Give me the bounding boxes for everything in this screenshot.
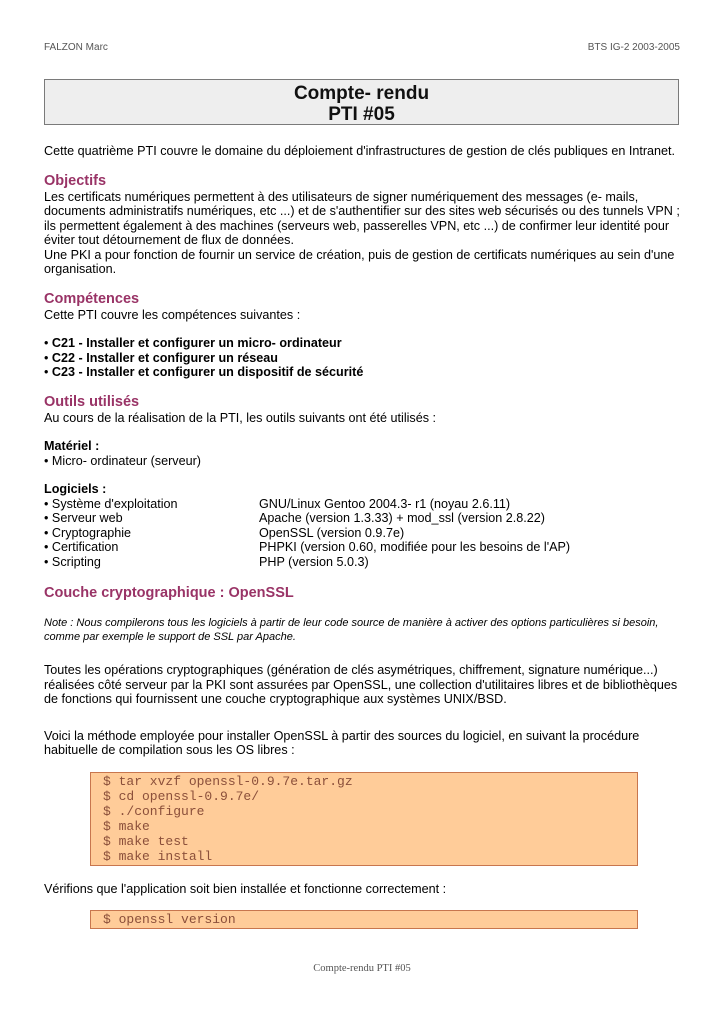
tool-value: GNU/Linux Gentoo 2004.3- r1 (noyau 2.6.11) (259, 496, 511, 511)
logiciels-list (44, 497, 682, 570)
table-row (44, 497, 682, 512)
bullet: • (44, 365, 49, 379)
list-item (44, 454, 682, 469)
title-line-2: PTI #05 (328, 104, 395, 125)
outils-intro: Au cours de la réalisation de la PTI, les outils suivants ont été utilisés : (44, 410, 437, 425)
list-item-text: Micro- ordinateur (serveur) (51, 453, 201, 468)
code-line: $ ./configure (103, 803, 205, 819)
bullet: • (44, 336, 49, 350)
competences-list (44, 336, 682, 380)
list-item-text: C23 - Installer et configurer un dispositif de sécurité (51, 365, 364, 379)
tool-name: Système d'exploitation (51, 496, 178, 511)
openssl-paragraph-2: Voici la méthode employée pour installer OpenSSL à partir des sources du logiciel, en suivant la procédure habituelle de compilation sous les OS libres : (44, 728, 640, 757)
tool-value: PHPKI (version 0.60, modifiée pour les besoins de l'AP) (259, 540, 571, 554)
bullet: • (44, 540, 49, 554)
materiel-label: Matériel : (44, 439, 100, 453)
bullet: • (44, 453, 49, 468)
bullet: • (44, 496, 49, 511)
page-footer: Compte-rendu PTI #05 (313, 963, 411, 974)
code-line: $ make install (103, 848, 213, 864)
bullet: • (44, 554, 49, 569)
table-row (44, 526, 682, 541)
code-line: $ make test (103, 833, 189, 849)
title-line-1: Compte- rendu (293, 83, 430, 104)
competences-heading: Compétences (44, 290, 140, 307)
tool-name: Scripting (51, 554, 101, 569)
code-block-version (90, 910, 638, 929)
bullet: • (44, 350, 49, 365)
tool-name: Certification (51, 540, 119, 554)
tool-value: PHP (version 5.0.3) (259, 554, 369, 569)
objectifs-paragraph-1: Les certificats numériques permettent à des utilisateurs de signer numériquement des messages (e- mails, documents administratifs numériques, etc ...) et de s'authentifier sur des sites web sécurisés ou des tunnels VPN ; ils permettent également à des machines (serveurs web, passerelles VPN, etc ...) de confirmer leur identité pour éviter tout détournement de flux de données. (44, 189, 680, 247)
code-line: $ cd openssl-0.9.7e/ (103, 788, 260, 804)
competences-intro: Cette PTI couvre les compétences suivantes : (44, 307, 301, 322)
bullet: • (44, 525, 49, 540)
list-item (44, 365, 682, 380)
table-row (44, 555, 682, 570)
list-item-text: C21 - Installer et configurer un micro- ordinateur (51, 336, 342, 350)
openssl-paragraph-3: Vérifions que l'application soit bien installée et fonctionne correctement : (44, 881, 447, 896)
list-item-text: C22 - Installer et configurer un réseau (51, 350, 278, 365)
title-box (44, 79, 679, 125)
header-course: BTS IG-2 2003-2005 (587, 42, 680, 53)
logiciels-label: Logiciels : (44, 482, 107, 496)
openssl-paragraph-1: Toutes les opérations cryptographiques (génération de clés asymétriques, chiffrement, signature numérique...) réalisées côté serveur par la PKI sont assurées par OpenSSL, une collection d'utilitaires libres et de bibliothèques de fonctions qui fournissent une couche cryptographique aux systèmes UNIX/BSD. (44, 663, 678, 706)
openssl-note: Note : Nous compilerons tous les logiciels à partir de leur code source de manière à activer des options particulières si besoin, comme par exemple le support de SSL par Apache. (44, 617, 659, 643)
table-row (44, 511, 682, 526)
list-item (44, 351, 682, 366)
objectifs-heading: Objectifs (44, 172, 107, 189)
header-author: FALZON Marc (44, 42, 108, 53)
tool-name: Serveur web (51, 511, 123, 525)
table-row (44, 540, 682, 555)
outils-heading: Outils utilisés (44, 393, 140, 410)
code-block-install (90, 772, 638, 866)
document-body (44, 144, 682, 929)
code-line: $ make (103, 818, 150, 834)
tool-value: Apache (version 1.3.33) + mod_ssl (version 2.8.22) (259, 511, 545, 525)
openssl-heading: Couche cryptographique : OpenSSL (44, 585, 294, 601)
tool-name: Cryptographie (51, 525, 132, 540)
bullet: • (44, 511, 49, 525)
tool-value: OpenSSL (version 0.9.7e) (259, 525, 405, 540)
code-line: $ openssl version (103, 912, 236, 927)
objectifs-paragraph-2: Une PKI a pour fonction de fournir un service de création, puis de gestion de certificats numériques au sein d'une organisation. (44, 247, 675, 276)
intro-paragraph: Cette quatrième PTI couvre le domaine du déploiement d'infrastructures de gestion de clés publiques en Intranet. (44, 144, 676, 158)
code-line: $ tar xvzf openssl-0.9.7e.tar.gz (103, 773, 353, 789)
list-item (44, 336, 682, 351)
